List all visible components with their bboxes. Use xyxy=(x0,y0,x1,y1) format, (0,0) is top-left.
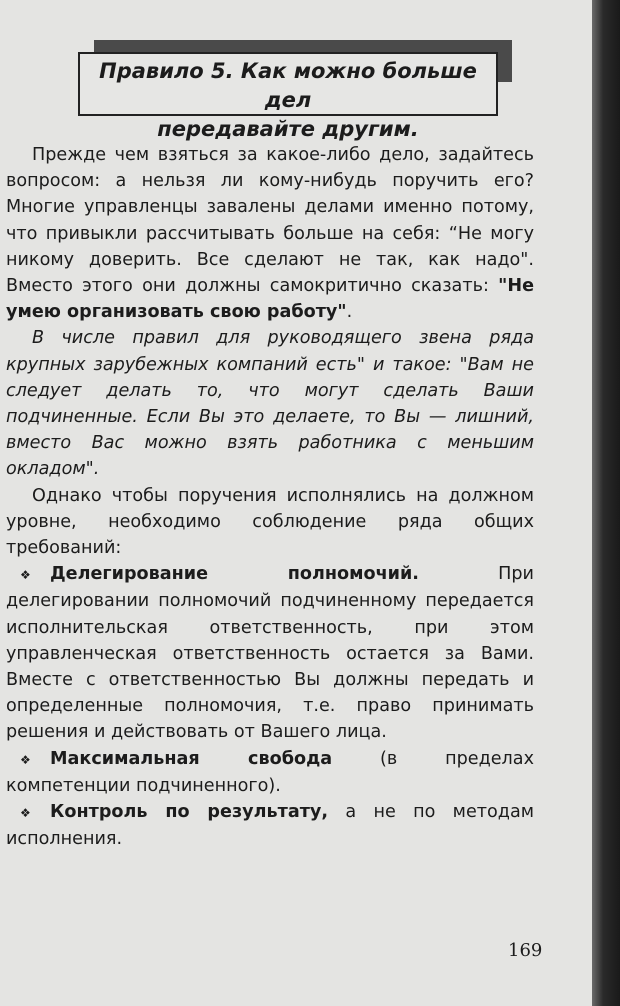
paragraph-2: В числе правил для руководящего звена ряда крупных зарубежных компаний есть" и такое: "Вам не следует делать то, что могут сделать Ваши подчиненные. Если Вы это делаете, то Вы — лишний, вместо Вас можно взять работника с меньшим окладом". xyxy=(6,328,534,480)
diamond-bullet-icon: ❖ xyxy=(20,568,31,583)
bullet-item xyxy=(6,799,534,852)
rule-heading-box xyxy=(78,52,498,141)
paragraph-3: Однако чтобы поручения исполнялись на должном уровне, необходимо соблюдение ряда общих требований: xyxy=(6,485,534,559)
bullet-text: При делегировании полномочий подчиненному передается исполнительская ответственность, при этом управленческая ответственность остается за Вами. Вместе с ответственностью Вы должны передать и определенные полномочия, т.е. право принимать решения и действовать от Вашего лица. xyxy=(6,564,534,743)
rule-heading-line-2: передавайте другим. xyxy=(157,117,419,141)
bullet-text: (в пределах компетенции подчиненного). xyxy=(6,748,534,796)
bullet-title: Контроль по результату, xyxy=(50,802,329,823)
diamond-bullet-icon: ❖ xyxy=(20,752,31,767)
rule-heading-line-1: Правило 5. Как можно больше дел xyxy=(99,59,477,112)
book-spine-edge xyxy=(592,0,620,1006)
bullet-title: Делегирование полномочий. xyxy=(50,564,419,585)
bullet-text: а не по методам исполнения. xyxy=(6,802,534,850)
body-text xyxy=(6,142,534,852)
bullet-item xyxy=(6,561,534,745)
paragraph-1-end: . xyxy=(346,302,353,323)
bullet-item xyxy=(6,746,534,799)
bullet-title: Максимальная свобода xyxy=(50,748,333,769)
paragraph-1-bold: "Не умею организовать свою работу" xyxy=(6,276,534,323)
diamond-bullet-icon: ❖ xyxy=(20,806,31,821)
page-number: 169 xyxy=(508,940,543,961)
paragraph-1-text: Прежде чем взяться за какое-либо дело, задайтесь вопросом: а нельзя ли кому-нибудь поручить его? Многие управленцы завалены делами именно потому, что привыкли рассчитывать больше на себя: “Не могу никому доверить. Все сделают не так, как надо". Вместо этого они должны самокритично сказать: xyxy=(6,145,534,297)
paragraph-1 xyxy=(6,142,534,325)
